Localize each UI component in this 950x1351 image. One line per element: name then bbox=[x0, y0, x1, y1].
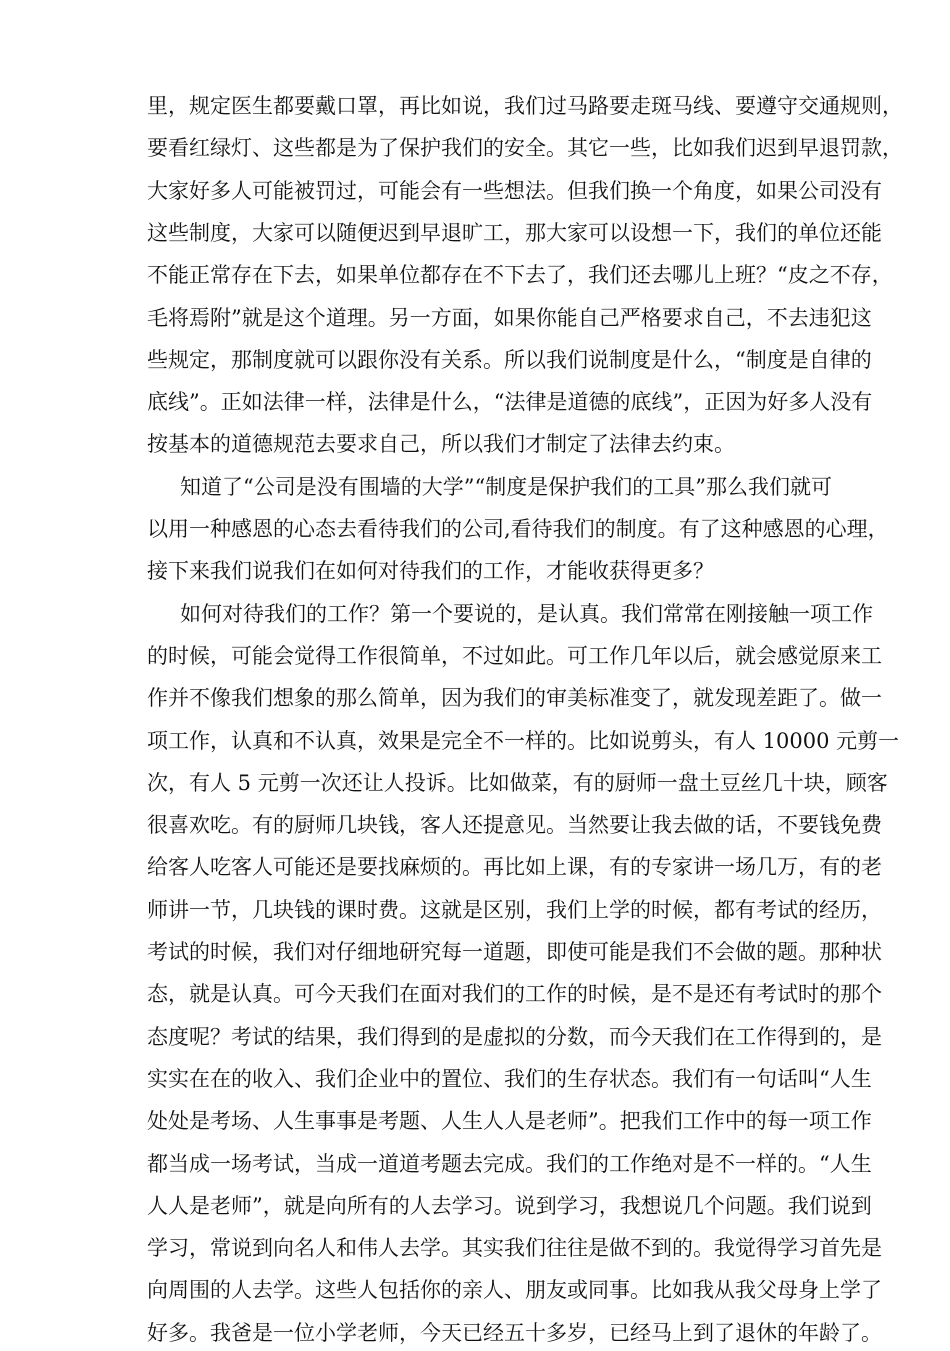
text-line: 的时候，可能会觉得工作很简单，不过如此。可工作几年以后，就会感觉原来工 bbox=[147, 644, 882, 668]
text-line: 实实在在的收入、我们企业中的置位、我们的生存状态。我们有一句话叫“人生 bbox=[147, 1067, 872, 1091]
text-line: 接下来我们说我们在如何对待我们的工作，才能收获得更多？ bbox=[147, 559, 714, 583]
text-line: 不能正常存在下去，如果单位都存在不下去了，我们还去哪儿上班？“皮之不存， bbox=[147, 263, 893, 287]
text-line: 项工作，认真和不认真，效果是完全不一样的。比如说剪头，有人 10000 元剪一 bbox=[147, 729, 900, 753]
text-line: 要看红绿灯、这些都是为了保护我们的安全。其它一些，比如我们迟到早退罚款， bbox=[147, 136, 903, 160]
text-line: 师讲一节，几块钱的课时费。这就是区别，我们上学的时候，都有考试的经历， bbox=[147, 898, 882, 922]
text-line: 给客人吃客人可能还是要找麻烦的。再比如上课，有的专家讲一场几万，有的老 bbox=[147, 855, 882, 879]
text-line: 大家好多人可能被罚过，可能会有一些想法。但我们换一个角度，如果公司没有 bbox=[147, 179, 882, 203]
text-line: 毛将焉附”就是这个道理。另一方面，如果你能自己严格要求自己，不去违犯这 bbox=[147, 306, 872, 330]
text-line: 底线”。正如法律一样，法律是什么，“法律是道德的底线”，正因为好多人没有 bbox=[147, 390, 873, 414]
text-line: 这些制度，大家可以随便迟到早退旷工，那大家可以设想一下，我们的单位还能 bbox=[147, 221, 882, 245]
text-line: 考试的时候，我们对仔细地研究每一道题，即使可能是我们不会做的题。那种状 bbox=[147, 940, 882, 964]
paragraph-first-line: 如何对待我们的工作？第一个要说的，是认真。我们常常在刚接触一项工作 bbox=[180, 602, 873, 626]
text-line: 以用一种感恩的心态去看待我们的公司,看待我们的制度。有了这种感恩的心理， bbox=[147, 517, 889, 541]
paragraph-first-line: 知道了“公司是没有围墙的大学”“制度是保护我们的工具”那么我们就可 bbox=[180, 475, 832, 499]
text-line: 好多。我爸是一位小学老师，今天已经五十多岁，已经马上到了退休的年龄了。 bbox=[147, 1321, 882, 1345]
text-line: 学习，常说到向名人和伟人去学。其实我们往往是做不到的。我觉得学习首先是 bbox=[147, 1236, 882, 1260]
text-line: 向周围的人去学。这些人包括你的亲人、朋友或同事。比如我从我父母身上学了 bbox=[147, 1278, 882, 1302]
text-line: 些规定，那制度就可以跟你没有关系。所以我们说制度是什么，“制度是自律的 bbox=[147, 348, 872, 372]
text-line: 态度呢？考试的结果，我们得到的是虚拟的分数，而今天我们在工作得到的，是 bbox=[147, 1025, 882, 1049]
text-line: 都当成一场考试，当成一道道考题去完成。我们的工作绝对是不一样的。“人生 bbox=[147, 1152, 872, 1176]
text-line: 态，就是认真。可今天我们在面对我们的工作的时候，是不是还有考试时的那个 bbox=[147, 982, 882, 1006]
text-line: 人人是老师”，就是向所有的人去学习。说到学习，我想说几个问题。我们说到 bbox=[147, 1194, 872, 1218]
text-line: 处处是考场、人生事事是考题、人生人人是老师”。把我们工作中的每一项工作 bbox=[147, 1109, 872, 1133]
text-line: 次，有人 5 元剪一次还让人投诉。比如做菜，有的厨师一盘土豆丝几十块，顾客 bbox=[147, 771, 888, 795]
text-line: 里，规定医生都要戴口罩，再比如说，我们过马路要走斑马线、要遵守交通规则， bbox=[147, 94, 903, 118]
text-line: 作并不像我们想象的那么简单，因为我们的审美标准变了，就发现差距了。做一 bbox=[147, 686, 882, 710]
text-line: 很喜欢吃。有的厨师几块钱，客人还提意见。当然要让我去做的话，不要钱免费 bbox=[147, 813, 882, 837]
text-line: 按基本的道德规范去要求自己，所以我们才制定了法律去约束。 bbox=[147, 432, 735, 456]
